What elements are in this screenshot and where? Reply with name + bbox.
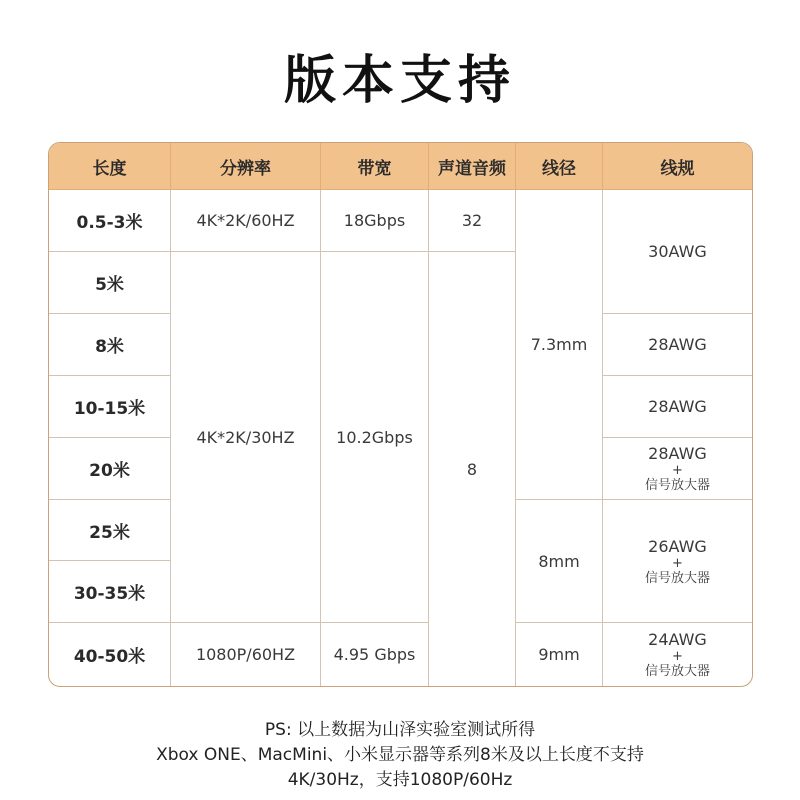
gauge-value: 28AWG [648, 335, 707, 354]
header-gauge: 线规 [603, 143, 752, 190]
length-cell: 25米 [49, 500, 171, 561]
header-length: 长度 [49, 143, 171, 190]
bandwidth-cell: 10.2Gbps [321, 252, 429, 623]
plus-sign: + [672, 463, 683, 478]
resolution-cell: 1080P/60HZ [171, 623, 321, 686]
footnote-line: Xbox ONE、MacMini、小米显示器等系列8米及以上长度不支持 [156, 745, 644, 765]
length-cell: 8米 [49, 314, 171, 376]
header-resolution: 分辨率 [171, 143, 321, 190]
length-cell: 5米 [49, 252, 171, 314]
diameter-cell: 8mm [516, 500, 603, 623]
length-cell: 30-35米 [49, 561, 171, 623]
audio-cell: 8 [429, 252, 516, 686]
plus-sign: + [672, 649, 683, 664]
resolution-cell: 4K*2K/60HZ [171, 190, 321, 252]
gauge-value: 28AWG [648, 397, 707, 416]
gauge-cell [603, 623, 752, 686]
header-audio: 声道音频 [429, 143, 516, 190]
length-cell: 40-50米 [49, 623, 171, 686]
length-cell: 0.5-3米 [49, 190, 171, 252]
gauge-cell [603, 438, 752, 500]
bandwidth-cell: 4.95 Gbps [321, 623, 429, 686]
gauge-cell [603, 190, 752, 314]
footnote-line: 4K/30Hz，支持1080P/60Hz [287, 770, 513, 790]
diameter-cell: 9mm [516, 623, 603, 686]
gauge-value: 26AWG [648, 536, 707, 556]
amplifier-note: 信号放大器 [644, 570, 710, 586]
footnote-line: PS: 以上数据为山泽实验室测试所得 [264, 720, 536, 740]
gauge-value: 30AWG [648, 242, 707, 261]
gauge-value: 28AWG [648, 444, 707, 463]
resolution-cell: 4K*2K/30HZ [171, 252, 321, 623]
amplifier-note: 信号放大器 [644, 478, 710, 493]
page-title: 版本支持 [283, 51, 516, 111]
bandwidth-cell: 18Gbps [321, 190, 429, 252]
amplifier-note: 信号放大器 [644, 664, 710, 679]
gauge-cell [603, 376, 752, 438]
header-bandwidth: 带宽 [321, 143, 429, 190]
length-cell: 20米 [49, 438, 171, 500]
audio-cell: 32 [429, 190, 516, 252]
plus-sign: + [672, 555, 683, 571]
gauge-value: 24AWG [648, 630, 707, 649]
length-cell: 10-15米 [49, 376, 171, 438]
header-diameter: 线径 [516, 143, 603, 190]
gauge-cell [603, 314, 752, 376]
gauge-cell [603, 500, 752, 623]
diameter-cell: 7.3mm [516, 190, 603, 500]
spec-table [48, 142, 753, 687]
